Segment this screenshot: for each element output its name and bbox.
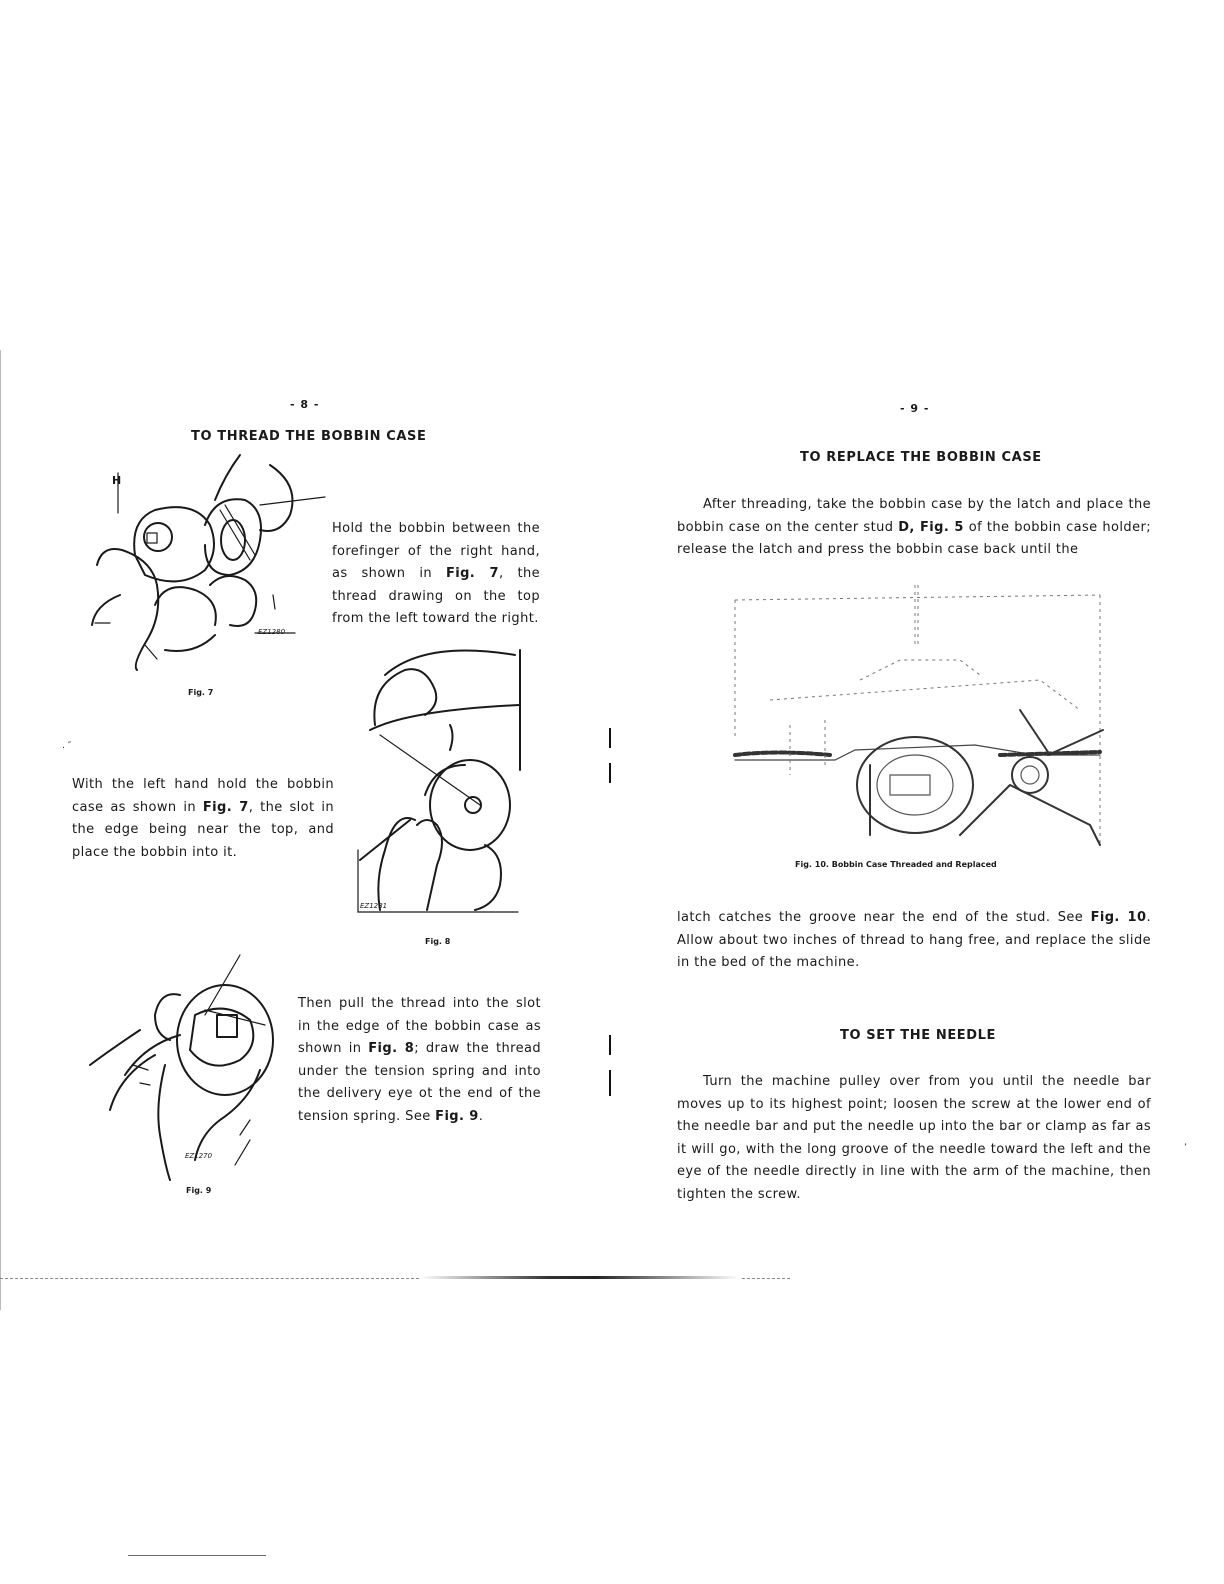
paragraph-pull-thread: Then pull the thread into the slot in the edge of the bobbin case as shown in Fig. 8; draw the thread under the tension spring and into the delivery eye ot the end of the tension spring. See Fig. 9. [298,996,541,1124]
gutter-mark [609,1035,611,1055]
stray-mark: ’ [1184,1143,1187,1153]
footer-rule [128,1555,266,1556]
fig7-caption: Fig. 7 [188,688,214,697]
stray-mark: ․ ″ [62,741,72,751]
fig7-illustration [85,455,310,685]
fig8-illustration [355,645,525,915]
fig7-label-h: H [112,474,122,487]
paragraph-turn-pulley: Turn the machine pulley over from you until the needle bar moves up to its highest point; loosen the screw at the lower end of the needle bar and put the needle up into the bar or clamp as far as it will go, with the long groove of the needle toward the left and the eye of the needle directly in line with the arm of the machine, then tighten the screw. [677,1074,1151,1202]
fig8-caption: Fig. 8 [425,937,451,946]
fig7-code: EZ1280 [258,628,286,636]
section-title-replace-bobbin-case: TO REPLACE THE BOBBIN CASE [800,450,1042,465]
fig9-caption: Fig. 9 [186,1186,212,1195]
page-number-left: - 8 - [290,398,320,411]
paragraph-hold-bobbin-case: With the left hand hold the bobbin case as shown in Fig. 7, the slot in the edge being near the top, and place the bobbin into it. [72,777,334,860]
paragraph-hold-bobbin: Hold the bobbin between the forefinger of the right hand, as shown in Fig. 7, the thread drawing on the top from the left toward the right. [332,521,540,626]
paragraph-latch-catches: latch catches the groove near the end of the stud. See Fig. 10. Allow about two inches of thread to hang free, and replace the slide in the bed of the machine. [677,910,1151,970]
left-scan-edge [0,350,1,1310]
bottom-scan-shadow [420,1276,740,1279]
section-title-thread-bobbin-case: TO THREAD THE BOBBIN CASE [191,429,427,444]
page-number-right: - 9 - [900,402,930,415]
fig9-code: EZ1270 [185,1152,213,1160]
gutter-mark [609,728,611,748]
section-title-set-needle: TO SET THE NEEDLE [840,1028,997,1043]
fig8-code: EZ1281 [360,902,388,910]
gutter-mark [609,1070,611,1096]
paragraph-after-threading: After threading, take the bobbin case by the latch and place the bobbin case on the center stud D, Fig. 5 of the bobbin case holder; release the latch and press the bobbin case back until the [677,497,1151,557]
gutter-mark [609,763,611,783]
fig9-illustration [85,955,285,1185]
fig10-photo [730,580,1105,850]
fig10-caption: Fig. 10. Bobbin Case Threaded and Replaced [795,860,997,869]
